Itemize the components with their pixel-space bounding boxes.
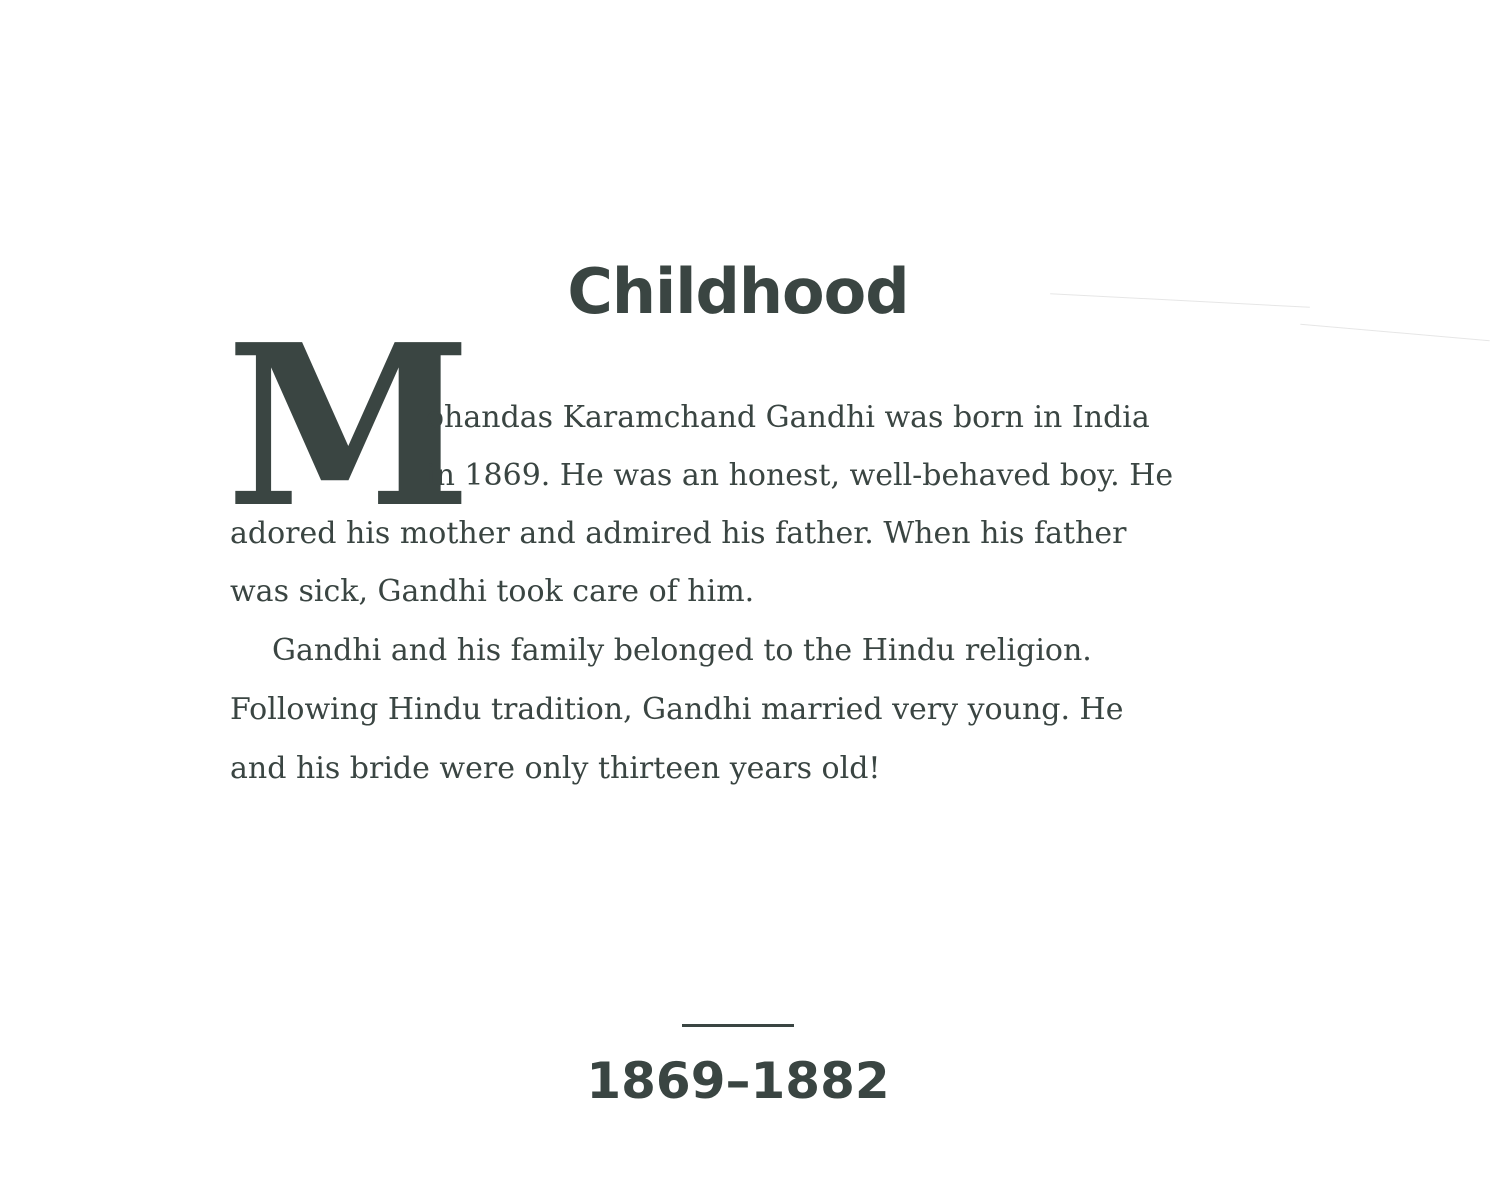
page-title: Childhood xyxy=(567,255,909,328)
divider-rule xyxy=(682,1024,794,1027)
paragraph-line: in 1869. He was an honest, well-behaved boy. He xyxy=(426,458,1174,493)
paragraph-line: was sick, Gandhi took care of him. xyxy=(230,574,755,609)
paragraph-line: Gandhi and his family belonged to the Hindu religion. xyxy=(272,633,1092,668)
paragraph-line: adored his mother and admired his father. When his father xyxy=(230,516,1127,551)
drop-cap: M xyxy=(226,297,472,557)
paragraph-line: and his bride were only thirteen years old! xyxy=(230,751,881,786)
paragraph-line: Following Hindu tradition, Gandhi married very young. He xyxy=(230,692,1124,727)
paragraph-line: ohandas Karamchand Gandhi was born in India xyxy=(426,400,1150,435)
date-range: 1869–1882 xyxy=(586,1052,890,1110)
